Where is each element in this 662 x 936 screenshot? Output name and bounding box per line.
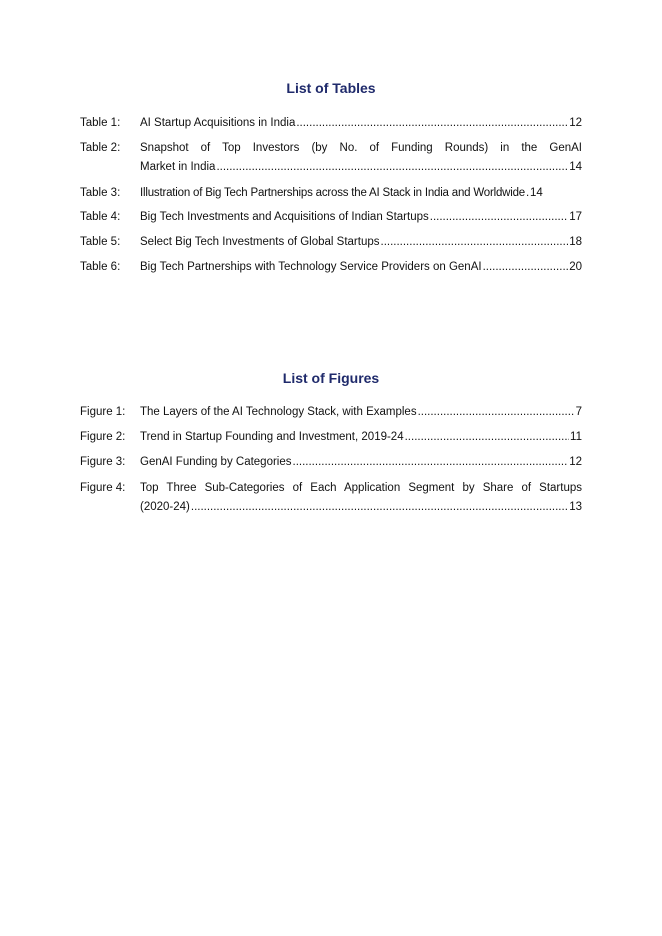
entry-title: Select Big Tech Investments of Global Startups [140, 236, 380, 248]
page-number: 17 [569, 211, 582, 223]
page-number: 18 [569, 236, 582, 248]
entry-title-line-1: Top Three Sub-Categories of Each Application Segment by Share of Startups [140, 482, 582, 494]
page-number: 12 [569, 456, 582, 468]
entry-label: Table 4: [80, 211, 121, 223]
dot-leader [483, 258, 569, 277]
page-number: 13 [569, 501, 582, 513]
entry-label: Table 6: [80, 261, 121, 273]
entry-label: Table 2: [80, 142, 121, 154]
entry-title: Illustration of Big Tech Partnerships across the AI Stack in India and Worldwide [140, 187, 526, 199]
entry-title: Trend in Startup Founding and Investment, 2019-24 [140, 431, 404, 443]
entry-title: The Layers of the AI Technology Stack, with Examples [140, 406, 417, 418]
entry-label: Figure 3: [80, 456, 126, 468]
page-number: 12 [569, 117, 582, 129]
table-entry-2[interactable] [80, 139, 582, 177]
dot-leader [296, 114, 568, 133]
entry-title: Big Tech Partnerships with Technology Service Providers on GenAI [140, 261, 482, 273]
dot-leader [293, 453, 569, 472]
table-entry-4[interactable] [80, 208, 582, 227]
dot-leader [381, 233, 569, 252]
table-entry-6[interactable] [80, 258, 582, 277]
entry-label: Figure 4: [80, 482, 126, 494]
entry-title: AI Startup Acquisitions in India [140, 117, 296, 129]
entry-title-line-2: (2020-24) [140, 501, 190, 513]
entry-title: GenAI Funding by Categories [140, 456, 292, 468]
entry-label: Table 1: [80, 117, 121, 129]
entry-label: Table 3: [80, 187, 121, 199]
entry-label: Figure 1: [80, 406, 126, 418]
figure-entry-3[interactable] [80, 453, 582, 472]
dot-leader [216, 158, 568, 177]
page-number: 20 [569, 261, 582, 273]
table-entry-3[interactable] [80, 184, 582, 203]
page-number: 14 [530, 187, 543, 199]
dot-leader [191, 498, 568, 517]
entry-title: Big Tech Investments and Acquisitions of Indian Startups [140, 211, 429, 223]
entry-title-line-2: Market in India [140, 161, 216, 173]
page-number: 7 [575, 406, 582, 418]
entry-label: Figure 2: [80, 431, 126, 443]
list-of-tables-heading: List of Tables [286, 80, 376, 96]
figure-entry-2[interactable] [80, 428, 582, 447]
page-number: 11 [570, 431, 582, 443]
entry-label: Table 5: [80, 236, 121, 248]
entry-title-line-1: Snapshot of Top Investors (by No. of Funding Rounds) in the GenAI [140, 142, 582, 154]
figure-entry-4[interactable] [80, 479, 582, 517]
dot-leader [526, 184, 529, 203]
list-of-figures-heading: List of Figures [282, 370, 380, 386]
dot-leader [418, 403, 575, 422]
dot-leader [430, 208, 568, 227]
page-number: 14 [569, 161, 582, 173]
table-entry-1[interactable] [80, 114, 582, 133]
figure-entry-1[interactable] [80, 403, 582, 422]
dot-leader [405, 428, 569, 447]
table-entry-5[interactable] [80, 233, 582, 252]
